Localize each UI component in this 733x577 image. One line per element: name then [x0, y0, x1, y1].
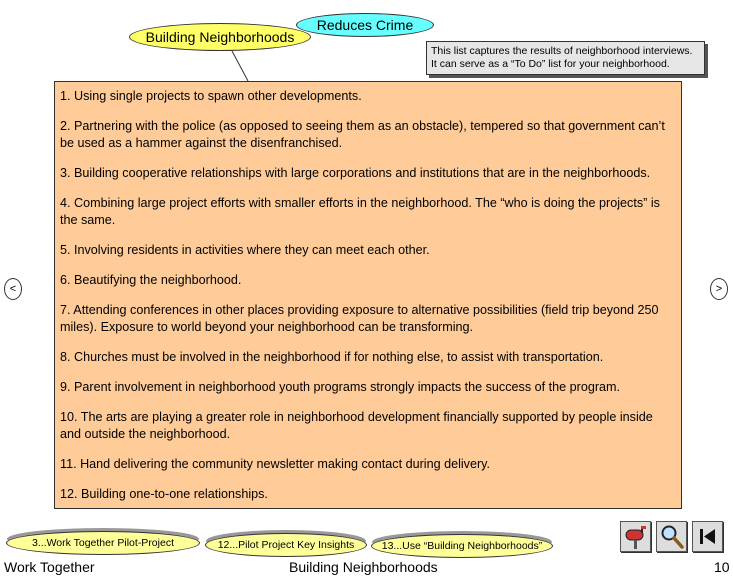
reduces-crime-label: Reduces Crime — [316, 17, 414, 33]
list-item: 3. Building cooperative relationships with large corporations and institutions that are in the neighborhoods. — [60, 166, 651, 180]
link-work-together-pilot[interactable] — [6, 531, 200, 555]
list-item: 5. Involving residents in activities where they can meet each other. — [60, 243, 430, 257]
reduces-crime-ellipse[interactable] — [296, 13, 434, 37]
next-arrow-icon: > — [715, 283, 723, 295]
first-page-icon — [693, 522, 722, 551]
prev-arrow-icon: < — [9, 283, 17, 295]
link-use-building-neighborhoods[interactable] — [371, 534, 553, 558]
next-button[interactable] — [710, 278, 728, 300]
mailbox-button[interactable] — [620, 521, 651, 552]
building-neighborhoods-label: Building Neighborhoods — [145, 29, 295, 45]
mailbox-icon — [621, 522, 650, 551]
prev-button[interactable] — [4, 278, 22, 300]
link-pilot-insights[interactable] — [205, 533, 367, 557]
note-line: This list captures the results of neighborhood interviews. — [431, 45, 693, 57]
footer-left: Work Together — [4, 559, 95, 575]
link-label: 3...Work Together Pilot-Project — [31, 537, 174, 549]
list-item: 6. Beautifying the neighborhood. — [60, 273, 242, 287]
list-item: 2. Partnering with the police (as opposed to seeing them as an obstacle), tempered so that government can’t be used as a hammer against the disenfranchised. — [60, 119, 665, 150]
info-note — [426, 41, 705, 75]
link-label: 12...Pilot Project Key Insights — [217, 539, 355, 551]
list-item: 4. Combining large project efforts with smaller efforts in the neighborhood. The “who is doing the projects” is the same. — [60, 196, 660, 227]
list-item: 9. Parent involvement in neighborhood youth programs strongly impacts the success of the program. — [60, 380, 621, 394]
search-button[interactable] — [656, 521, 687, 552]
list-item: 1. Using single projects to spawn other developments. — [60, 89, 362, 103]
findings-panel — [54, 81, 682, 509]
list-item: 8. Churches must be involved in the neighborhood if for nothing else, to assist with transportation. — [60, 350, 604, 364]
list-item: 10. The arts are playing a greater role in neighborhood development financially supported by people inside and outside the neighborhood. — [60, 410, 653, 441]
page-number: 10 — [714, 559, 730, 575]
list-item: 11. Hand delivering the community newsletter making contact during delivery. — [60, 457, 491, 471]
first-page-button[interactable] — [692, 521, 723, 552]
footer-center: Building Neighborhoods — [289, 559, 438, 575]
link-label: 13...Use “Building Neighborhoods” — [381, 540, 543, 552]
list-item: 7. Attending conferences in other places providing exposure to alternative possibilities (field trip beyond 250 miles). Exposure to world beyond your neighborhood can be transforming. — [60, 303, 659, 334]
building-neighborhoods-ellipse[interactable] — [129, 23, 311, 51]
list-item: 12. Building one-to-one relationships. — [60, 487, 268, 501]
note-line: It can serve as a “To Do” list for your neighborhood. — [431, 58, 670, 70]
magnifier-icon — [657, 522, 686, 551]
